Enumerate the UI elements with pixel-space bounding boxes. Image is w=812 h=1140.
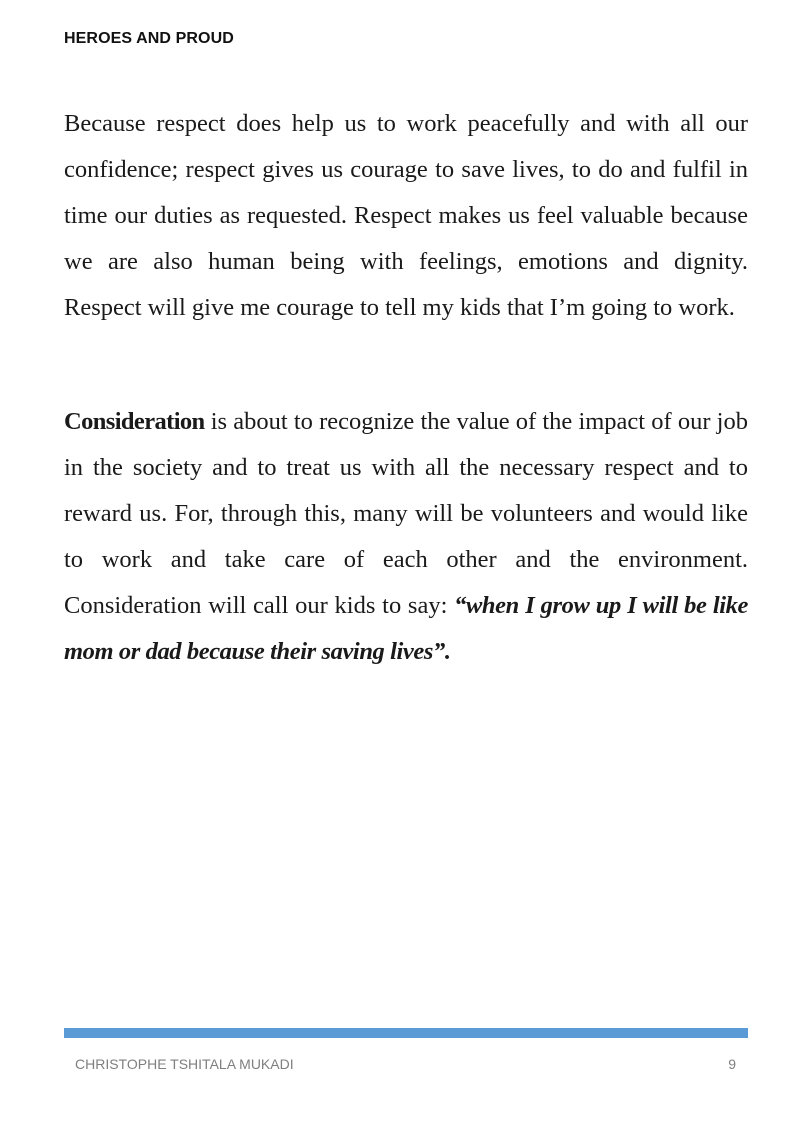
footer-divider-bar [64,1028,748,1038]
paragraph-consideration [64,399,748,675]
paragraph-consideration-text: is about to recognize the value of the impact of our job in the society and to treat us with all the necessary respect and to reward us. For, through this, many will be volunteers and would like to work and take care of each other and the environment. Consideration will call our kids to say: [64,408,748,619]
kids-quote: “when I grow up I will be like mom or dad because their saving lives”. [64,592,748,665]
paragraph-respect: Because respect does help us to work peacefully and with all our confidence; respect gives us courage to save lives, to do and fulfil in time our duties as requested. Respect makes us feel valuable because we are also human being with feelings, emotions and dignity. Respect will give me courage to tell my kids that I’m going to work. [64,110,748,321]
footer-author: CHRISTOPHE TSHITALA MUKADI [75,1056,294,1072]
running-header: HEROES AND PROUD [64,30,234,47]
page-number: 9 [728,1056,736,1072]
term-consideration: Consideration [64,408,205,435]
